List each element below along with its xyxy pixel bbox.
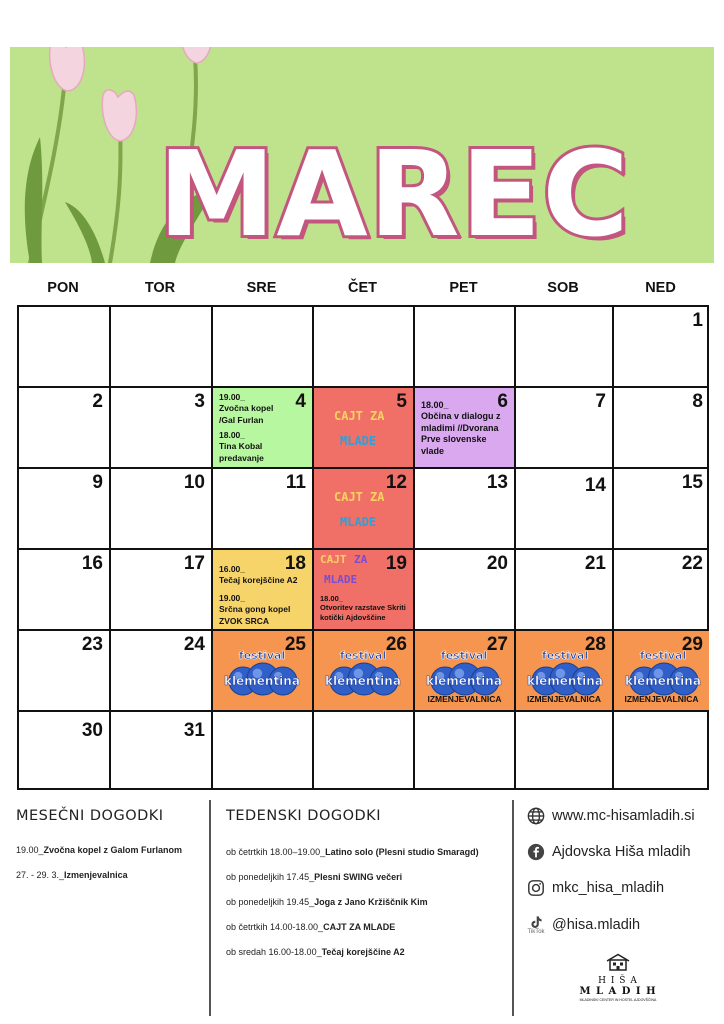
day-number: 5 xyxy=(396,391,407,412)
calendar-cell-day-27 xyxy=(415,631,516,712)
day-number: 29 xyxy=(681,634,703,655)
facebook-link[interactable] xyxy=(526,842,691,862)
logo-tagline: MLADINSKI CENTER IN HOSTEL AJDOVŠČINA xyxy=(579,998,657,1002)
day-number: 12 xyxy=(385,472,407,493)
weekday-sat: SOB xyxy=(547,280,579,296)
event-date: 27. - 29. 3._ xyxy=(16,870,65,880)
event-title: Srčna gong kopel ZVOK SRCA xyxy=(219,604,291,626)
cajt-word: MLADE xyxy=(340,515,377,529)
calendar-cell-empty xyxy=(111,307,213,388)
instagram-icon xyxy=(526,878,546,898)
tiktok-link[interactable] xyxy=(526,912,640,938)
calendar-cell-day-16 xyxy=(19,550,111,631)
event-title: Tečaj korejščine A2 xyxy=(321,947,405,957)
calendar-cell-day-30 xyxy=(19,712,111,788)
festival-line-2: klementina xyxy=(527,674,603,688)
day-number: 8 xyxy=(692,391,703,412)
festival-line-1: festival xyxy=(339,649,387,662)
day-number: 14 xyxy=(584,475,606,496)
event-title: Zvočna kopel /Gal Furlan xyxy=(219,403,274,425)
cajt-word: CAJT xyxy=(320,553,347,566)
calendar-cell-day-8 xyxy=(614,388,709,469)
weekly-events-heading: TEDENSKI DOGODKI xyxy=(226,808,381,824)
weekly-event xyxy=(226,947,511,957)
calendar-cell-day-6 xyxy=(415,388,516,469)
globe-icon xyxy=(526,806,546,826)
festival-line-2: klementina xyxy=(426,674,502,688)
day-number: 20 xyxy=(486,553,508,574)
calendar-cell-day-23 xyxy=(19,631,111,712)
cajt-word: CAJT xyxy=(334,490,363,504)
festival-line-1: festival xyxy=(238,649,286,662)
day-number: 7 xyxy=(595,391,606,412)
festival-line-1: festival xyxy=(639,649,687,662)
day-number: 15 xyxy=(681,472,703,493)
facebook-icon xyxy=(526,842,546,862)
calendar-cell-empty xyxy=(415,307,516,388)
calendar-cell-day-17 xyxy=(111,550,213,631)
tiktok-caption: TikTok xyxy=(527,929,545,935)
festival-line-2: klementina xyxy=(224,674,300,688)
day-number: 11 xyxy=(285,472,306,493)
festival-line-2: klementina xyxy=(625,674,701,688)
calendar-cell-day-26 xyxy=(314,631,415,712)
website-url: www.mc-hisamladih.si xyxy=(552,808,695,824)
calendar-cell-day-28 xyxy=(516,631,614,712)
event-date: 19.00_ xyxy=(16,845,44,855)
logo-line-1: H I Š A xyxy=(598,976,638,986)
event-time: 18.00_ xyxy=(421,400,449,410)
day-number: 30 xyxy=(81,720,103,741)
weekday-tue: TOR xyxy=(144,280,176,296)
logo-line-2: M L A D I H xyxy=(579,986,657,997)
day-number: 27 xyxy=(486,634,508,655)
calendar-cell-day-22 xyxy=(614,550,709,631)
website-link[interactable] xyxy=(526,806,695,826)
izmenjevalnica-label: IZMENJEVALNICA xyxy=(427,694,502,704)
cajt-word: ZA xyxy=(370,490,385,504)
header-banner xyxy=(10,47,714,263)
day-number: 17 xyxy=(183,553,205,574)
footer-divider xyxy=(209,800,211,1016)
hisa-mladih-logo xyxy=(577,953,659,1009)
calendar-cell-day-25 xyxy=(213,631,314,712)
day-number: 24 xyxy=(183,634,205,655)
day-number: 13 xyxy=(486,472,508,493)
festival-line-1: festival xyxy=(440,649,488,662)
calendar-grid xyxy=(17,305,709,790)
calendar-cell-day-21 xyxy=(516,550,614,631)
calendar-cell-empty xyxy=(415,712,516,788)
event-schedule: ob četrtkih 18.00–19.00_ xyxy=(226,847,326,857)
event-title: CAJT ZA MLADE xyxy=(323,922,396,932)
day-number: 4 xyxy=(295,391,306,412)
house-icon xyxy=(604,953,632,971)
calendar-cell-empty xyxy=(614,712,709,788)
calendar-cell-day-1 xyxy=(614,307,709,388)
weekly-event xyxy=(226,897,511,907)
footer-divider xyxy=(512,800,514,1016)
izmenjevalnica-label: IZMENJEVALNICA xyxy=(624,694,699,704)
calendar-cell-day-7 xyxy=(516,388,614,469)
day-number: 16 xyxy=(81,553,103,574)
event-time: 16.00_ xyxy=(219,564,245,574)
calendar-cell-day-31 xyxy=(111,712,213,788)
weekday-fri: PET xyxy=(449,280,478,296)
monthly-event xyxy=(16,870,206,880)
cajt-word: MLADE xyxy=(324,573,358,586)
weekly-event xyxy=(226,872,511,882)
festival-klementina-artwork xyxy=(322,645,404,699)
calendar-cell-day-4 xyxy=(213,388,314,469)
day-number: 1 xyxy=(692,310,703,331)
day-number: 25 xyxy=(284,634,306,655)
day-number: 23 xyxy=(81,634,103,655)
day-number: 2 xyxy=(92,391,103,412)
calendar-cell-day-24 xyxy=(111,631,213,712)
event-time: 18.00_ xyxy=(219,430,245,440)
weekly-events xyxy=(226,808,511,957)
festival-klementina-artwork xyxy=(423,645,505,699)
tiktok-handle: @hisa.mladih xyxy=(552,917,641,933)
festival-klementina-artwork xyxy=(524,645,606,699)
calendar-cell-day-29 xyxy=(614,631,709,712)
weekly-event xyxy=(226,922,511,932)
calendar-cell-day-19 xyxy=(314,550,415,631)
festival-line-2: klementina xyxy=(325,674,401,688)
day-number: 9 xyxy=(92,472,103,493)
calendar-cell-day-11 xyxy=(213,469,314,550)
event-schedule: ob sredah 16.00-18.00_ xyxy=(226,947,322,957)
instagram-handle: mkc_hisa_mladih xyxy=(552,880,665,896)
event-time: 18.00_ xyxy=(320,594,343,603)
calendar-cell-empty xyxy=(213,712,314,788)
weekday-sun: NED xyxy=(645,280,676,296)
event-title: Občina v dialogu z mladimi //Dvorana Prve slovenske vlade xyxy=(421,411,501,456)
cajt-word: CAJT xyxy=(334,409,363,423)
calendar-cell-day-3 xyxy=(111,388,213,469)
calendar-cell-empty xyxy=(19,307,111,388)
day-number: 19 xyxy=(385,553,407,574)
month-title: MAREC xyxy=(158,125,630,263)
calendar-cell-day-5 xyxy=(314,388,415,469)
event-schedule: ob četrtkih 14.00-18.00_ xyxy=(226,922,324,932)
day-number: 6 xyxy=(497,391,508,412)
calendar-cell-day-2 xyxy=(19,388,111,469)
festival-klementina-artwork xyxy=(221,645,303,699)
event-title: Izmenjevalnica xyxy=(64,870,128,880)
calendar-cell-day-15 xyxy=(614,469,709,550)
day-number: 28 xyxy=(584,634,606,655)
weekday-thu: ČET xyxy=(348,280,377,296)
day-number: 31 xyxy=(183,720,205,741)
day-number: 18 xyxy=(284,553,306,574)
facebook-name: Ajdovska Hiša mladih xyxy=(552,844,691,860)
festival-klementina-artwork xyxy=(622,645,704,699)
calendar-cell-day-12 xyxy=(314,469,415,550)
calendar-cell-empty xyxy=(314,712,415,788)
monthly-event xyxy=(16,845,206,855)
calendar-cell-empty xyxy=(516,712,614,788)
day-number: 10 xyxy=(183,472,205,493)
event-title: Zvočna kopel z Galom Furlanom xyxy=(43,845,183,855)
weekly-event xyxy=(226,847,511,857)
weekday-wed: SRE xyxy=(246,280,277,296)
event-time: 19.00_ xyxy=(219,392,245,402)
weekday-mon: PON xyxy=(47,280,79,296)
calendar-cell-day-13 xyxy=(415,469,516,550)
day-number: 26 xyxy=(385,634,407,655)
event-title: Latino solo (Plesni studio Smaragd) xyxy=(325,847,479,857)
event-schedule: ob ponedeljkih 19.45_ xyxy=(226,897,315,907)
tiktok-icon xyxy=(526,912,546,938)
instagram-link[interactable] xyxy=(526,878,664,898)
festival-line-1: festival xyxy=(541,649,589,662)
calendar-cell-day-18 xyxy=(213,550,314,631)
weekday-header xyxy=(17,276,709,300)
event-title: Otvoritev razstave Skriti kotički Ajdovščine xyxy=(320,603,406,622)
monthly-events xyxy=(16,808,206,880)
cajt-word: ZA xyxy=(354,553,368,566)
monthly-events-heading: MESEČNI DOGODKI xyxy=(16,808,164,824)
calendar-cell-empty xyxy=(213,307,314,388)
event-schedule: ob ponedeljkih 17.45_ xyxy=(226,872,315,882)
cajt-word: ZA xyxy=(370,409,385,423)
event-title: Tina Kobal predavanje xyxy=(219,441,264,463)
cajt-word: MLADE xyxy=(340,434,377,448)
izmenjevalnica-label: IZMENJEVALNICA xyxy=(527,694,601,704)
day-number: 3 xyxy=(194,391,205,412)
calendar-cell-day-10 xyxy=(111,469,213,550)
calendar-cell-empty xyxy=(314,307,415,388)
calendar-cell-day-20 xyxy=(415,550,516,631)
calendar-cell-day-14 xyxy=(516,469,614,550)
calendar-cell-empty xyxy=(516,307,614,388)
event-title: Tečaj korejščine A2 xyxy=(219,575,298,585)
event-title: Joga z Jano Kržiščnik Kim xyxy=(314,897,428,907)
event-title: Plesni SWING večeri xyxy=(314,872,403,882)
calendar-cell-day-9 xyxy=(19,469,111,550)
day-number: 21 xyxy=(584,553,606,574)
day-number: 22 xyxy=(681,553,703,574)
event-time: 19.00_ xyxy=(219,593,245,603)
